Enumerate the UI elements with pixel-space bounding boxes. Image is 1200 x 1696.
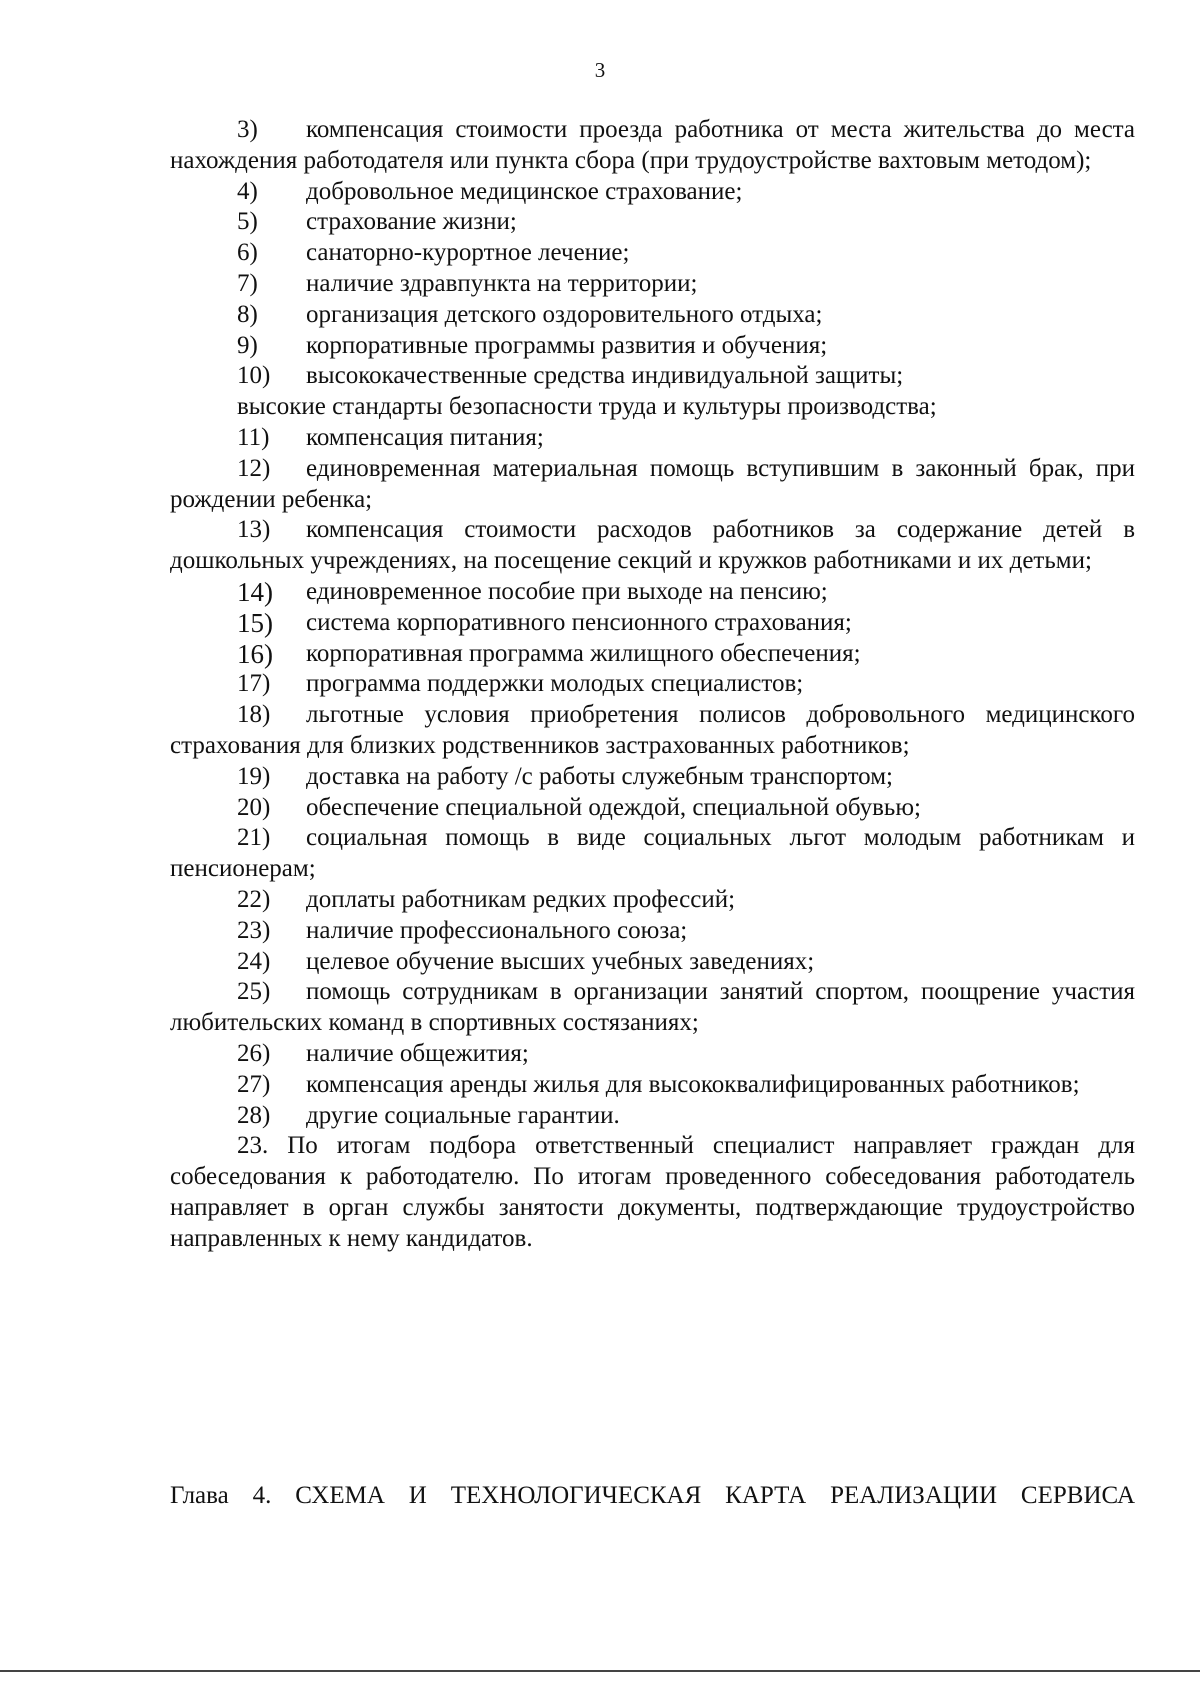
list-item-8 <box>170 300 1135 331</box>
list-item-number: 14) <box>237 576 273 607</box>
list-item-text: компенсация аренды жилья для высококвалифицированных работников; <box>306 1070 1080 1098</box>
list-item-number: 22) <box>237 885 271 913</box>
list-item-text: обеспечение специальной одеждой, специальной обувью; <box>306 793 921 821</box>
paragraph-23: 23. По итогам подбора ответственный специалист направляет граждан для собеседования к работодателю. По итогам проведенного собеседования работодатель направляет в орган службы занятости документы, подтверждающие трудоустройство направленных к нему кандидатов. <box>170 1132 1135 1252</box>
list-item-number: 17) <box>237 670 271 698</box>
list-item-6 <box>170 238 1135 269</box>
list-item-text: система корпоративного пенсионного страхования; <box>306 608 852 636</box>
list-item-number: 7) <box>237 269 258 297</box>
list-item-text: другие социальные гарантии. <box>306 1101 620 1129</box>
list-item-13 <box>170 515 1135 577</box>
list-item-18 <box>170 700 1135 762</box>
list-item-text: наличие общежития; <box>306 1039 529 1067</box>
list-item-text: санаторно-курортное лечение; <box>306 239 630 267</box>
standards-text: высокие стандарты безопасности труда и культуры производства; <box>237 393 937 421</box>
list-item-7 <box>170 269 1135 300</box>
list-item-number: 23) <box>237 916 271 944</box>
list-item-28 <box>170 1101 1135 1132</box>
list-item-text: компенсация питания; <box>306 423 544 451</box>
list-item-text: доплаты работникам редких профессий; <box>306 885 736 913</box>
list-item-number: 8) <box>237 300 258 328</box>
list-item-12 <box>170 454 1135 516</box>
list-item-text: программа поддержки молодых специалистов; <box>306 670 804 698</box>
list-item-19 <box>170 762 1135 793</box>
list-item-number: 3) <box>237 116 258 143</box>
list-item-text: страхование жизни; <box>306 208 517 236</box>
list-item-text: организация детского оздоровительного отдыха; <box>306 300 823 328</box>
list-item-22 <box>170 885 1135 916</box>
list-item-14 <box>170 577 1135 608</box>
list-item-text: высококачественные средства индивидуальной защиты; <box>306 362 904 390</box>
list-item-17 <box>170 669 1135 700</box>
list-item-text: корпоративные программы развития и обучения; <box>306 331 828 359</box>
chapter-heading: Глава 4. СХЕМА И ТЕХНОЛОГИЧЕСКАЯ КАРТА РЕАЛИЗАЦИИ СЕРВИСА <box>170 1482 1135 1509</box>
list-item-23 <box>170 916 1135 947</box>
list-item-15 <box>170 608 1135 639</box>
list-item-number: 20) <box>237 793 271 821</box>
list-item-text: льготные условия приобретения полисов добровольного медицинского страхования для близких родственников застрахованных работников; <box>170 701 1135 759</box>
list-item-11 <box>170 423 1135 454</box>
list-item-number: 27) <box>237 1070 271 1098</box>
list-item-number: 12) <box>237 454 271 482</box>
page-bottom-rule <box>0 1670 1200 1672</box>
list-item-10 <box>170 361 1135 392</box>
list-item-5 <box>170 207 1135 238</box>
list-item-4 <box>170 177 1135 208</box>
list-item-text: единовременная материальная помощь вступившим в законный брак, при рождении ребенка; <box>170 454 1135 513</box>
list-item-text: наличие здравпункта на территории; <box>306 269 698 297</box>
list-item-21 <box>170 823 1135 885</box>
list-item-number: 11) <box>237 423 270 451</box>
list-item-text: корпоративная программа жилищного обеспечения; <box>306 639 861 667</box>
list-item-3 <box>170 115 1135 177</box>
list-item-number: 25) <box>237 978 271 1006</box>
list-item-24 <box>170 947 1135 978</box>
list-item-number: 21) <box>237 824 271 852</box>
list-item-number: 6) <box>237 239 258 267</box>
list-item-number: 16) <box>237 638 273 669</box>
list-item-text: компенсация стоимости расходов работников за содержание детей в дошкольных учреждениях, на посещение секций и кружков работниками и их детьми; <box>170 516 1135 575</box>
list-item-number: 13) <box>237 516 271 544</box>
list-item-text: помощь сотрудникам в организации занятий спортом, поощрение участия любительских команд в спортивных состязаниях; <box>170 978 1135 1037</box>
list-item-text: наличие профессионального союза; <box>306 916 688 944</box>
list-item-text: добровольное медицинское страхование; <box>306 177 743 205</box>
list-item-number: 24) <box>237 947 271 975</box>
list-item-27 <box>170 1070 1135 1101</box>
list-item-number: 4) <box>237 177 258 205</box>
list-item-number: 15) <box>237 607 273 638</box>
list-item-16 <box>170 639 1135 670</box>
page-number: 3 <box>594 58 606 82</box>
list-item-number: 10) <box>237 362 271 390</box>
list-item-text: социальная помощь в виде социальных льгот молодым работникам и пенсионерам; <box>170 824 1135 883</box>
list-item-26 <box>170 1039 1135 1070</box>
list-item-text: целевое обучение высших учебных заведениях; <box>306 947 815 975</box>
list-item-25 <box>170 977 1135 1039</box>
list-item-20 <box>170 793 1135 824</box>
standards-line <box>170 392 1135 423</box>
list-item-number: 9) <box>237 331 258 359</box>
list-item-9 <box>170 331 1135 362</box>
document-body <box>170 115 1135 1254</box>
list-item-number: 19) <box>237 762 271 790</box>
list-item-number: 26) <box>237 1039 271 1067</box>
list-item-number: 5) <box>237 208 258 236</box>
list-item-text: единовременное пособие при выходе на пенсию; <box>306 577 828 605</box>
list-item-number: 28) <box>237 1101 271 1129</box>
list-item-text: компенсация стоимости проезда работника от места жительства до места нахождения работодателя или пункта сбора (при трудоустройстве вахтовым методом); <box>170 116 1135 174</box>
list-item-number: 18) <box>237 701 271 729</box>
list-item-text: доставка на работу /с работы служебным транспортом; <box>306 762 893 790</box>
